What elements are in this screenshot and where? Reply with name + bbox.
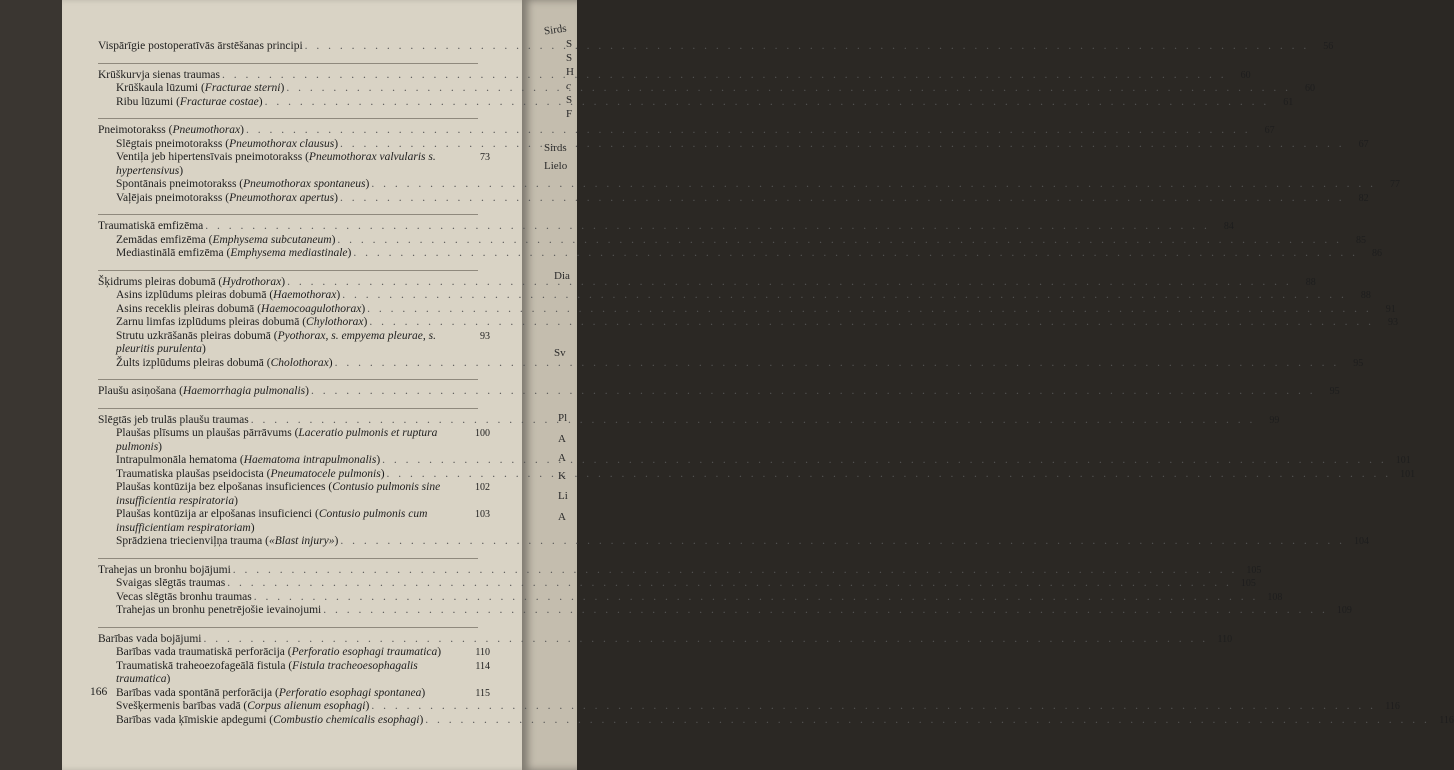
toc-page-number: 93 xyxy=(1388,317,1399,328)
toc-page-number: 85 xyxy=(1356,234,1367,246)
leader-dots xyxy=(220,69,1229,83)
toc-page-number: 61 xyxy=(1283,96,1294,108)
toc-entry-title: Plaušas plīsums un plaušas pārrāvums (Laceratio pulmonis et ruptura pulmonis) xyxy=(116,427,438,453)
toc-entry-title: Barības vada traumatiskā perforācija (Perforatio esophagi traumatica) xyxy=(116,646,442,658)
toc-entry-title: Krūškurvja sienas traumas xyxy=(98,68,220,81)
toc-page-number: 103 xyxy=(475,509,490,520)
toc-entry-title: Plaušas kontūzija ar elpošanas insuficienci (Contusio pulmonis cum insufficientiam respiratoriam) xyxy=(116,508,428,534)
toc-section xyxy=(98,214,1383,261)
toc-page-number: 88 xyxy=(1360,290,1371,301)
leader-dots xyxy=(231,564,1240,578)
next-page-fragment: A xyxy=(558,433,566,445)
toc-entry-title: Vaļējais pneimotorakss (Pneumothorax apertus) xyxy=(116,191,339,204)
toc-page-number: 67 xyxy=(1358,138,1369,150)
toc-page-number: 82 xyxy=(1358,192,1369,204)
section-divider xyxy=(98,408,478,409)
toc-entry-title: Sprādziena triecienviļņa trauma («Blast injury») xyxy=(116,535,339,547)
toc-subentry xyxy=(98,95,1294,110)
toc-page-number: 77 xyxy=(1389,179,1400,190)
toc-entry-title: Žults izplūdums pleiras dobumā (Cholothorax) xyxy=(116,356,333,369)
toc-entry xyxy=(98,68,1251,83)
section-divider xyxy=(98,627,478,628)
toc-subentry xyxy=(98,660,490,687)
toc-page-number: 88 xyxy=(1305,276,1316,288)
toc-subentry xyxy=(98,454,1411,468)
toc-entry-title: Trahejas un bronhu penetrējošie ievainojumi xyxy=(116,604,322,616)
section-divider xyxy=(98,379,478,380)
leader-dots xyxy=(338,535,1347,549)
toc-entry-title: Slēgtās jeb trulās plaušu traumas xyxy=(98,413,249,426)
toc-entry xyxy=(98,124,1275,138)
toc-section xyxy=(98,40,1334,54)
toc-subentry xyxy=(98,713,1454,728)
toc-entry xyxy=(98,563,1262,578)
toc-subentry xyxy=(98,687,490,701)
toc-page-number: 56 xyxy=(1323,41,1334,52)
toc-page-number: 67 xyxy=(1264,125,1275,136)
leader-dots xyxy=(338,192,1347,206)
next-page-fragment: Sirds xyxy=(543,22,568,38)
toc-subentry xyxy=(98,191,1369,206)
toc-section xyxy=(98,63,1315,110)
next-page-fragment: S xyxy=(566,38,573,50)
toc-page-number: 114 xyxy=(475,660,490,672)
toc-page-number: 95 xyxy=(1329,386,1340,397)
leader-dots xyxy=(244,124,1253,138)
toc-subentry xyxy=(98,178,1400,192)
toc-entry-title: Svešķermenis barības vadā (Corpus alienum esophagi) xyxy=(116,700,370,712)
toc-section xyxy=(98,627,1454,728)
toc-page-number: 102 xyxy=(475,482,490,493)
leader-dots xyxy=(365,303,1374,317)
toc-entry-title: Intrapulmonāla hematoma (Haematoma intrapulmonalis) xyxy=(116,454,381,466)
leader-dots xyxy=(252,591,1261,605)
toc-entry-title: Asins receklis pleiras dobumā (Haemocoagulothorax) xyxy=(116,302,366,315)
toc-subentry xyxy=(98,535,1369,549)
toc-subentry xyxy=(98,330,490,357)
leader-dots xyxy=(351,247,1360,261)
leader-dots xyxy=(321,604,1330,618)
leader-dots xyxy=(225,577,1234,591)
leader-dots xyxy=(203,220,1212,234)
next-page-fragment: F xyxy=(566,108,573,120)
leader-dots xyxy=(367,316,1376,330)
toc-entry-title: Spontānais pneimotorakss (Pneumothorax spontaneus) xyxy=(116,178,370,190)
next-page-fragment: Pl xyxy=(558,412,568,424)
toc-entry-title: Traumatiska plaušas pseidocista (Pneumatocele pulmonis) xyxy=(116,467,385,480)
next-page-fragment: A xyxy=(558,511,566,523)
toc-page-number: 91 xyxy=(1385,303,1396,315)
toc-entry-title: Ventiļa jeb hipertensīvais pneimotorakss (Pneumothorax valvularis s. hypertensivus) xyxy=(116,151,436,177)
section-divider xyxy=(98,558,478,559)
toc-entry-title: Vispārīgie postoperatīvās ārstēšanas principi xyxy=(98,40,303,52)
next-page-fragment: K xyxy=(558,470,566,482)
toc-entry-title: Krūškaula lūzumi (Fracturae sterni) xyxy=(116,82,285,94)
toc-page-number: 108 xyxy=(1267,591,1283,603)
toc-subentry xyxy=(98,302,1396,317)
toc-page-number: 115 xyxy=(475,687,490,699)
toc-entry-title: Slēgtais pneimotorakss (Pneumothorax clausus) xyxy=(116,137,339,150)
section-divider xyxy=(98,118,478,119)
toc-entry-title: Svaigas slēgtās traumas xyxy=(116,577,226,589)
toc-entry-title: Asins izplūdums pleiras dobumā (Haemothorax) xyxy=(116,289,341,301)
toc-subentry xyxy=(98,289,1371,303)
toc-page-number: 93 xyxy=(480,330,490,342)
toc-page-number: 109 xyxy=(1336,605,1352,616)
toc-page-number: 86 xyxy=(1372,248,1383,259)
toc-subentry xyxy=(98,467,1416,482)
toc-subentry xyxy=(98,247,1383,261)
toc-entry-title: Trahejas un bronhu bojājumi xyxy=(98,563,231,576)
toc-subentry xyxy=(98,481,490,508)
toc-subentry xyxy=(98,427,490,454)
toc-page-number: 105 xyxy=(1246,564,1262,576)
leader-dots xyxy=(340,289,1349,303)
toc-page-number: 100 xyxy=(475,428,490,439)
toc-entry-title: Barības vada ķīmiskie apdegumi (Combustio chemicalis esophagi) xyxy=(116,713,424,726)
toc-entry-title: Vecas slēgtās bronhu traumas xyxy=(116,590,252,603)
toc-page-number: 95 xyxy=(1353,357,1364,369)
toc-entry-title: Ribu lūzumi (Fracturae costae) xyxy=(116,95,263,108)
toc-page-number: 116 xyxy=(1439,714,1454,726)
leader-dots xyxy=(369,700,1378,714)
toc-page-number: 73 xyxy=(480,152,490,163)
page-number: 166 xyxy=(90,686,108,698)
toc-subentry xyxy=(98,151,490,178)
toc-subentry xyxy=(98,356,1364,371)
toc-page-number: 101 xyxy=(1395,455,1411,466)
toc-subentry xyxy=(98,590,1283,605)
next-page-fragment: A xyxy=(558,452,566,464)
toc-page-number: 110 xyxy=(475,647,490,658)
toc-entry-title: Zemādas emfizēma (Emphysema subcutaneum) xyxy=(116,233,336,246)
toc-entry xyxy=(98,385,1340,399)
toc-section xyxy=(98,408,1416,549)
section-divider xyxy=(98,63,478,64)
toc-page-number: 105 xyxy=(1240,578,1256,589)
toc-entry-title: Traumatiskā emfizēma xyxy=(98,220,204,232)
toc-subentry xyxy=(98,316,1399,330)
leader-dots xyxy=(380,454,1389,468)
toc-entry-title: Pneimotorakss (Pneumothorax) xyxy=(98,124,245,136)
toc-subentry xyxy=(98,233,1367,248)
toc-entry xyxy=(98,220,1234,234)
toc-page-number: 60 xyxy=(1240,69,1251,81)
next-page-fragment: Li xyxy=(558,490,568,502)
toc-entry-title: Zarnu limfas izplūdums pleiras dobumā (Chylothorax) xyxy=(116,316,368,328)
toc-entry-title: Šķidrums pleiras dobumā (Hydrothorax) xyxy=(98,275,286,288)
toc-page-number: 99 xyxy=(1269,414,1280,426)
leader-dots xyxy=(285,276,1294,290)
leader-dots xyxy=(335,234,1344,248)
toc-entry xyxy=(98,632,1233,647)
next-page-fragment: H xyxy=(566,66,574,78)
leader-dots xyxy=(303,40,1312,54)
toc-subentry xyxy=(98,577,1256,591)
leader-dots xyxy=(249,414,1258,428)
leader-dots xyxy=(423,714,1432,728)
leader-dots xyxy=(333,357,1342,371)
next-page-fragment: Lielo xyxy=(544,160,568,172)
next-page-fragment: Sirds xyxy=(544,142,567,154)
section-divider xyxy=(98,270,478,271)
toc-entry-title: Strutu uzkrāšanās pleiras dobumā (Pyothorax, s. empyema pleurae, s. pleuritis purulenta) xyxy=(116,329,437,355)
leader-dots xyxy=(385,468,1394,482)
toc-entry-title: Traumatiskā traheoezofageālā fistula (Fistula tracheoesophagalis traumatica) xyxy=(116,659,418,685)
toc-section xyxy=(98,558,1352,618)
toc-subentry xyxy=(98,508,490,535)
section-divider xyxy=(98,214,478,215)
toc-page-number: 116 xyxy=(1385,701,1400,712)
leader-dots xyxy=(263,96,1272,110)
toc-entry-title: Barības vada bojājumi xyxy=(98,632,202,645)
toc-entry-title: Plaušu asiņošana (Haemorrhagia pulmonalis) xyxy=(98,385,309,397)
toc-entry xyxy=(98,40,1334,54)
toc-section xyxy=(98,379,1340,399)
next-page-fragment: S xyxy=(566,94,573,106)
book-gutter-shadow xyxy=(0,0,62,770)
leader-dots xyxy=(309,385,1318,399)
leader-dots xyxy=(284,82,1293,96)
toc-page-number: 84 xyxy=(1223,221,1234,232)
toc-page-number: 60 xyxy=(1304,83,1315,94)
next-page-fragment: Sv xyxy=(554,347,566,359)
toc-entry-title: Plaušas kontūzija bez elpošanas insuficiences (Contusio pulmonis sine insufficientia respiratoria) xyxy=(116,481,441,507)
toc-entry xyxy=(98,413,1280,428)
toc-entry-title: Mediastinālā emfizēma (Emphysema mediastinale) xyxy=(116,247,352,259)
toc-page-number: 104 xyxy=(1353,536,1369,547)
leader-dots xyxy=(369,178,1378,192)
toc-subentry xyxy=(98,646,490,660)
toc-entry-title: Barības vada spontānā perforācija (Perforatio esophagi spontanea) xyxy=(116,686,426,699)
next-page-fragment: c xyxy=(566,80,571,92)
leader-dots xyxy=(201,633,1210,647)
toc-subentry xyxy=(98,604,1352,618)
next-page-fragment: S xyxy=(566,52,573,64)
toc-page-number: 101 xyxy=(1400,468,1416,480)
toc-subentry xyxy=(98,82,1315,96)
toc-page-number: 110 xyxy=(1217,633,1233,645)
toc-subentry xyxy=(98,700,1400,714)
next-page-fragment: Dia xyxy=(554,270,570,282)
leader-dots xyxy=(338,138,1347,152)
